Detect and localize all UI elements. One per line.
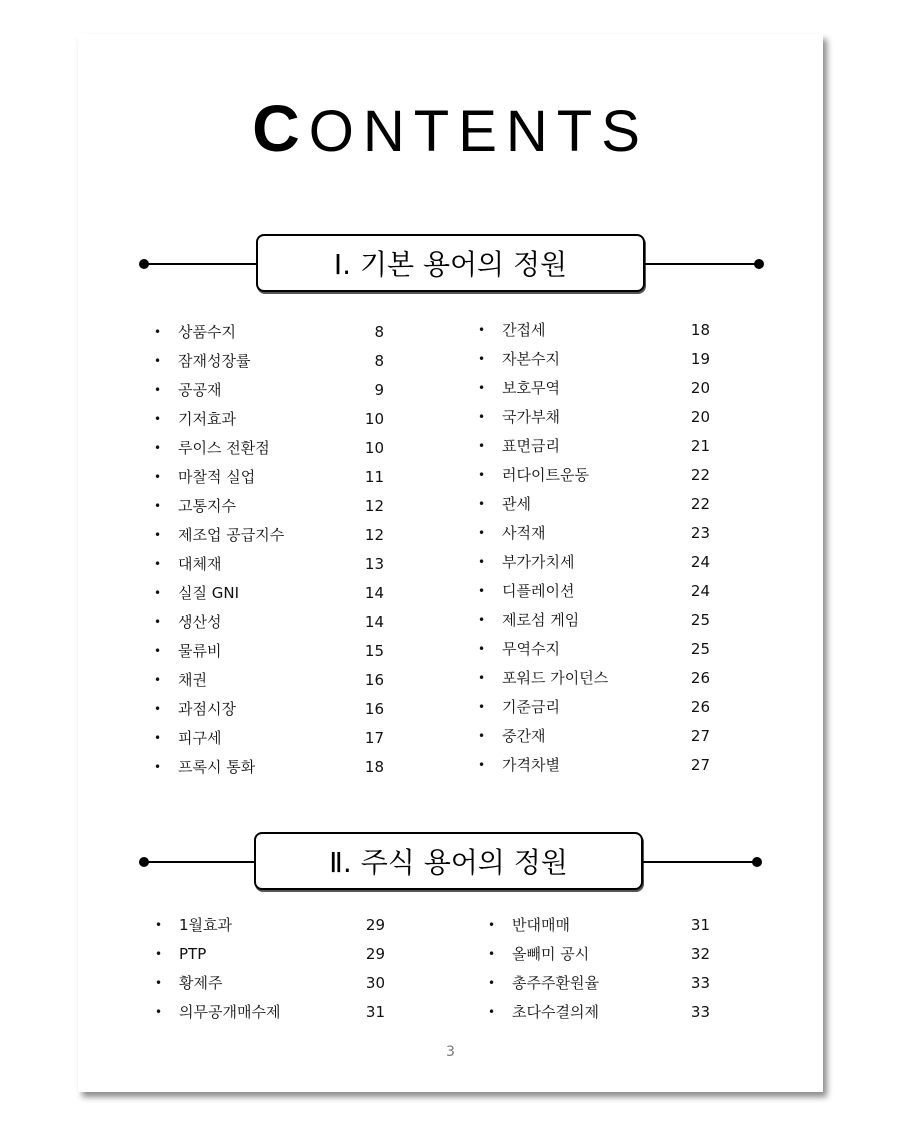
toc-entry	[154, 695, 394, 724]
bullet-icon: •	[478, 613, 486, 627]
toc-entry	[155, 940, 395, 969]
toc-entry-page: 12	[364, 526, 384, 544]
contents-title: CONTENTS	[252, 91, 649, 165]
toc-entry-title: 피구세	[178, 729, 222, 747]
toc-entry-title: 실질 GNI	[178, 584, 240, 602]
toc-entry	[155, 969, 395, 998]
toc-entry	[154, 550, 394, 579]
toc-entry-title: 상품수지	[178, 323, 236, 341]
toc-entry	[478, 432, 718, 461]
toc-entry	[488, 998, 728, 1027]
bullet-icon: •	[478, 584, 486, 598]
bullet-icon: •	[488, 976, 496, 990]
toc-entry-page: 12	[364, 497, 384, 515]
toc-entry-title: 물류비	[178, 642, 222, 660]
toc-entry-title: 과점시장	[178, 700, 236, 718]
toc-entry-title: 총주주환원율	[512, 974, 599, 992]
toc-entry-page: 33	[690, 1003, 710, 1021]
bullet-icon: •	[478, 468, 486, 482]
toc-entry	[478, 374, 718, 403]
divider-line-right	[645, 263, 757, 265]
toc-entry-title: 루이스 전환점	[178, 439, 270, 457]
toc-entry-title: 초다수결의제	[512, 1003, 599, 1021]
bullet-icon: •	[478, 323, 486, 337]
toc-entry-title: 표면금리	[502, 437, 560, 455]
bullet-icon: •	[154, 470, 162, 484]
bullet-icon: •	[154, 557, 162, 571]
toc-entry	[478, 751, 718, 780]
divider-line-right	[643, 861, 755, 863]
toc-entry-page: 20	[690, 408, 710, 426]
toc-entry-page: 32	[690, 945, 710, 963]
section-1-right-list	[478, 316, 718, 780]
toc-entry	[478, 664, 718, 693]
toc-entry-title: 디플레이션	[502, 582, 575, 600]
bullet-icon: •	[154, 731, 162, 745]
toc-entry-title: 1월효과	[179, 916, 233, 934]
divider-dot-right	[754, 259, 764, 269]
toc-entry	[488, 911, 728, 940]
bullet-icon: •	[155, 976, 163, 990]
toc-entry-title: 고통지수	[178, 497, 236, 515]
bullet-icon: •	[154, 412, 162, 426]
bullet-icon: •	[478, 410, 486, 424]
toc-entry-title: 의무공개매수제	[179, 1003, 281, 1021]
toc-entry	[154, 666, 394, 695]
bullet-icon: •	[478, 700, 486, 714]
toc-entry	[478, 577, 718, 606]
section-2-right-list	[488, 911, 728, 1027]
bullet-icon: •	[478, 526, 486, 540]
toc-entry-title: 제로섬 게임	[502, 611, 580, 629]
toc-entry	[154, 434, 394, 463]
toc-entry-page: 26	[690, 698, 710, 716]
toc-entry-page: 29	[365, 916, 385, 934]
toc-entry-page: 25	[690, 611, 710, 629]
toc-entry	[154, 376, 394, 405]
bullet-icon: •	[488, 1005, 496, 1019]
toc-entry	[154, 405, 394, 434]
bullet-icon: •	[154, 354, 162, 368]
bullet-icon: •	[155, 947, 163, 961]
section-1-header	[78, 234, 823, 294]
toc-entry	[478, 693, 718, 722]
toc-entry	[478, 461, 718, 490]
toc-entry-page: 20	[690, 379, 710, 397]
toc-entry-title: 채권	[178, 671, 207, 689]
toc-entry	[154, 318, 394, 347]
toc-entry-page: 8	[374, 323, 384, 341]
bullet-icon: •	[154, 441, 162, 455]
section-2-title: Ⅱ. 주식 용어의 정원	[254, 832, 643, 890]
toc-entry-title: 기저효과	[178, 410, 236, 428]
bullet-icon: •	[154, 528, 162, 542]
toc-entry	[154, 463, 394, 492]
toc-entry-page: 14	[364, 613, 384, 631]
bullet-icon: •	[154, 325, 162, 339]
toc-entry-title: 대체재	[178, 555, 222, 573]
toc-entry-title: 반대매매	[512, 916, 570, 934]
toc-entry-page: 33	[690, 974, 710, 992]
toc-entry-page: 22	[690, 466, 710, 484]
toc-entry-page: 27	[690, 727, 710, 745]
toc-entry-page: 18	[690, 321, 710, 339]
bullet-icon: •	[488, 947, 496, 961]
toc-entry	[155, 911, 395, 940]
toc-entry-title: 국가부채	[502, 408, 560, 426]
toc-entry-title: 보호무역	[502, 379, 560, 397]
toc-entry	[154, 521, 394, 550]
bullet-icon: •	[155, 918, 163, 932]
bullet-icon: •	[478, 381, 486, 395]
toc-entry	[154, 753, 394, 782]
toc-entry-title: 제조업 공급지수	[178, 526, 285, 544]
toc-entry-page: 10	[364, 439, 384, 457]
bullet-icon: •	[154, 673, 162, 687]
toc-entry	[154, 492, 394, 521]
bullet-icon: •	[154, 702, 162, 716]
toc-entry-page: 22	[690, 495, 710, 513]
section-1-left-list	[154, 318, 394, 782]
bullet-icon: •	[478, 642, 486, 656]
bullet-icon: •	[478, 439, 486, 453]
bullet-icon: •	[154, 499, 162, 513]
toc-entry-title: 무역수지	[502, 640, 560, 658]
toc-entry-page: 11	[364, 468, 384, 486]
toc-entry	[154, 724, 394, 753]
toc-entry-title: PTP	[179, 945, 207, 963]
bullet-icon: •	[478, 671, 486, 685]
toc-entry-page: 24	[690, 582, 710, 600]
bullet-icon: •	[478, 758, 486, 772]
bullet-icon: •	[155, 1005, 163, 1019]
toc-entry-page: 31	[365, 1003, 385, 1021]
toc-entry-page: 13	[364, 555, 384, 573]
toc-entry	[155, 998, 395, 1027]
toc-entry-title: 사적재	[502, 524, 546, 542]
bullet-icon: •	[478, 497, 486, 511]
divider-line-left	[144, 263, 256, 265]
bullet-icon: •	[154, 644, 162, 658]
toc-entry	[478, 403, 718, 432]
toc-entry	[154, 347, 394, 376]
toc-entry	[478, 316, 718, 345]
toc-entry-page: 18	[364, 758, 384, 776]
toc-entry-title: 황제주	[179, 974, 223, 992]
toc-entry-page: 21	[690, 437, 710, 455]
toc-entry-page: 19	[690, 350, 710, 368]
toc-entry	[478, 606, 718, 635]
bullet-icon: •	[488, 918, 496, 932]
toc-entry	[154, 608, 394, 637]
toc-entry-page: 16	[364, 671, 384, 689]
toc-entry-page: 26	[690, 669, 710, 687]
toc-entry-title: 올빼미 공시	[512, 945, 590, 963]
toc-entry	[478, 548, 718, 577]
toc-entry	[488, 969, 728, 998]
toc-entry-title: 러다이트운동	[502, 466, 589, 484]
document-page	[78, 34, 823, 1092]
toc-entry	[488, 940, 728, 969]
toc-entry-title: 관세	[502, 495, 531, 513]
toc-entry-page: 27	[690, 756, 710, 774]
toc-entry-title: 자본수지	[502, 350, 560, 368]
toc-entry-page: 29	[365, 945, 385, 963]
toc-entry-page: 17	[364, 729, 384, 747]
toc-entry-page: 31	[690, 916, 710, 934]
toc-entry-page: 24	[690, 553, 710, 571]
toc-entry-title: 부가가치세	[502, 553, 575, 571]
bullet-icon: •	[154, 586, 162, 600]
toc-entry	[478, 519, 718, 548]
toc-entry-title: 간접세	[502, 321, 546, 339]
bullet-icon: •	[478, 729, 486, 743]
toc-entry-page: 25	[690, 640, 710, 658]
toc-entry-page: 15	[364, 642, 384, 660]
bullet-icon: •	[154, 615, 162, 629]
toc-entry-title: 공공재	[178, 381, 222, 399]
divider-dot-right	[752, 857, 762, 867]
divider-line-left	[144, 861, 256, 863]
toc-entry	[478, 345, 718, 374]
bullet-icon: •	[478, 352, 486, 366]
toc-entry-title: 기준금리	[502, 698, 560, 716]
page-number: 3	[446, 1044, 455, 1060]
toc-entry-page: 10	[364, 410, 384, 428]
toc-entry-title: 생산성	[178, 613, 222, 631]
toc-entry-title: 프록시 통화	[178, 758, 256, 776]
toc-entry	[154, 637, 394, 666]
toc-entry-page: 8	[374, 352, 384, 370]
toc-entry	[154, 579, 394, 608]
bullet-icon: •	[154, 383, 162, 397]
toc-entry-title: 중간재	[502, 727, 546, 745]
section-2-header	[78, 832, 823, 892]
toc-entry-page: 30	[365, 974, 385, 992]
toc-entry-title: 잠재성장률	[178, 352, 251, 370]
bullet-icon: •	[478, 555, 486, 569]
toc-entry-page: 9	[374, 381, 384, 399]
section-1-title: Ⅰ. 기본 용어의 정원	[256, 234, 645, 292]
toc-entry-page: 14	[364, 584, 384, 602]
toc-entry	[478, 490, 718, 519]
toc-entry	[478, 722, 718, 751]
toc-entry-title: 마찰적 실업	[178, 468, 256, 486]
toc-entry-page: 16	[364, 700, 384, 718]
toc-entry-title: 포워드 가이던스	[502, 669, 609, 687]
toc-entry-page: 23	[690, 524, 710, 542]
bullet-icon: •	[154, 760, 162, 774]
toc-entry	[478, 635, 718, 664]
toc-entry-title: 가격차별	[502, 756, 560, 774]
section-2-left-list	[155, 911, 395, 1027]
